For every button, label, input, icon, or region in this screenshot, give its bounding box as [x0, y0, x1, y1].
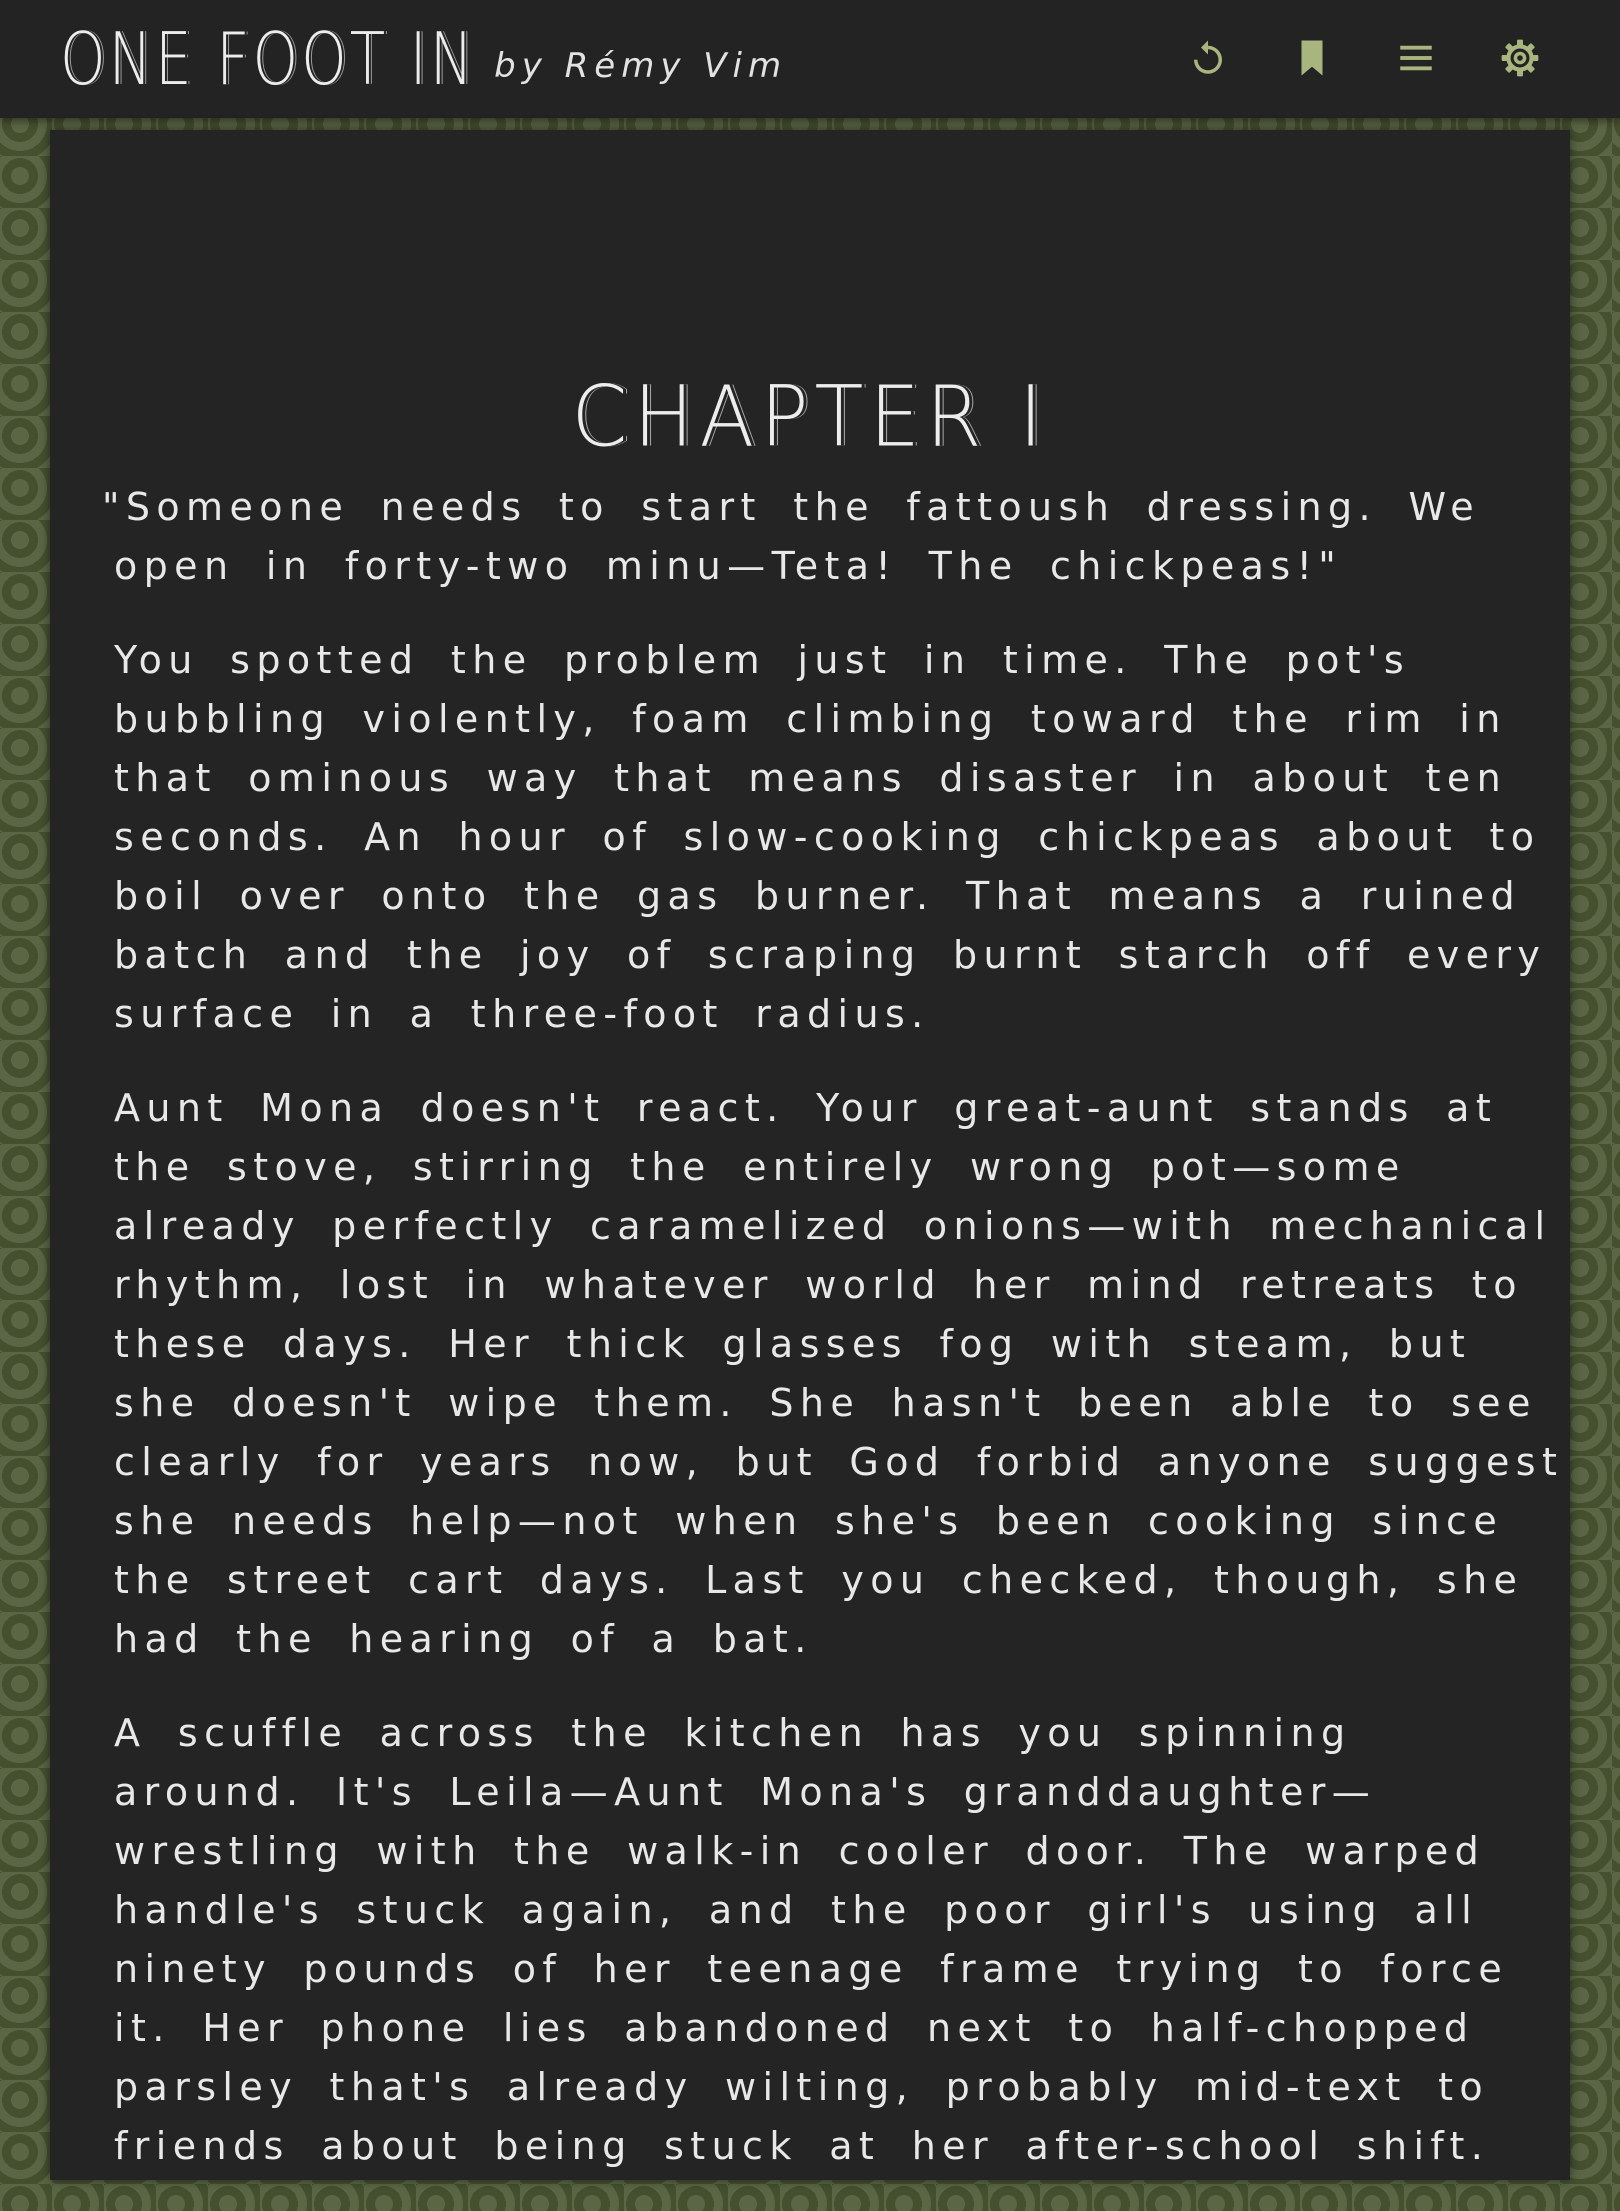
restart-icon	[1187, 37, 1229, 79]
restart-button[interactable]	[1176, 26, 1240, 90]
menu-button[interactable]	[1384, 26, 1448, 90]
settings-icon	[1499, 37, 1541, 79]
story-title: ONE FOOT IN	[60, 16, 477, 102]
story-text	[102, 478, 1570, 2211]
story-paragraph: You spotted the problem just in time. The pot's bubbling violently, foam climbing toward the rim in that ominous way that means disaster in about ten seconds. An hour of slow-cooking chickpeas about to boil over onto the gas burner. That means a ruined batch and the joy of scraping burnt starch off every surface in a three-foot radius.	[114, 638, 1547, 1036]
bookmark-icon	[1291, 37, 1333, 79]
bookmark-button[interactable]	[1280, 26, 1344, 90]
story-page	[50, 130, 1570, 2180]
story-paragraph: Aunt Mona doesn't react. Your great-aunt stands at the stove, stirring the entirely wrong pot—some already perfectly caramelized onions—with mechanical rhythm, lost in whatever world her mind retreats to these days. Her thick glasses fog with steam, but she doesn't wipe them. She hasn't been able to see clearly for years now, but God forbid anyone suggest she needs help—not when she's been cooking since the street cart days. Last you checked, though, she had the hearing of a bat.	[114, 1086, 1564, 1661]
brand	[60, 14, 787, 104]
story-paragraph: A scuffle across the kitchen has you spinning around. It's Leila—Aunt Mona's granddaughter—wrestling with the walk-in cooler door. The warped handle's stuck again, and the poor girl's using all ninety pounds of her teenage frame trying to force it. Her phone lies abandoned next to half-chopped parsley that's already wilting, probably mid-text to friends about being stuck at her after-school shift.	[114, 1711, 1509, 2168]
story-paragraph: "Someone needs to start the fattoush dressing. We open in forty-two minu—Teta! The chickpeas!"	[102, 485, 1481, 588]
chapter-heading: CHAPTER I	[571, 367, 1049, 466]
settings-button[interactable]	[1488, 26, 1552, 90]
top-bar	[0, 0, 1620, 118]
menu-icon	[1395, 37, 1437, 79]
story-author: by Rémy Vim	[494, 46, 788, 86]
